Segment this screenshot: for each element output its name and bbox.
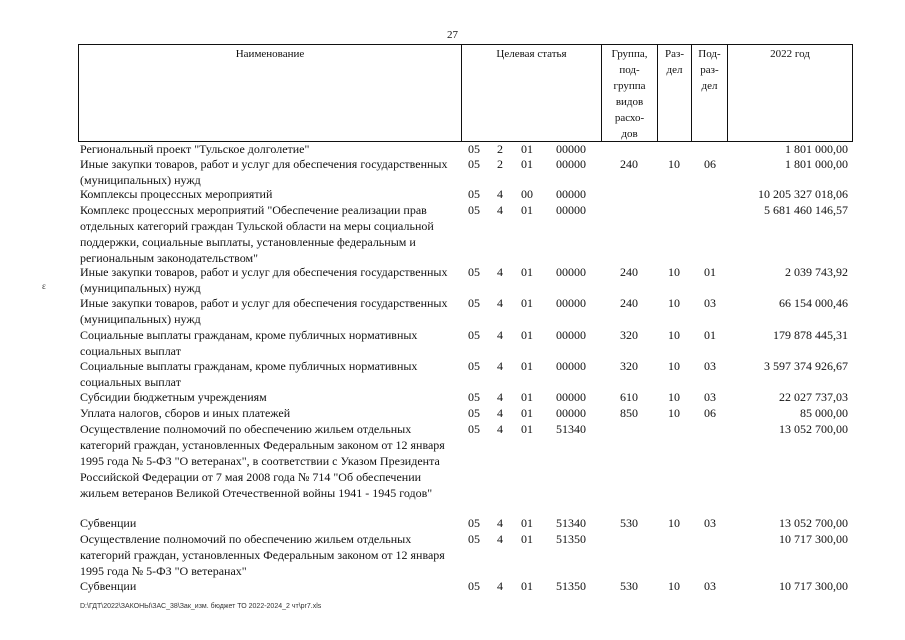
row-amount: 10 205 327 018,06 [758, 187, 848, 201]
row-name: Социальные выплаты гражданам, кроме публичных нормативных социальных выплат [80, 359, 418, 389]
row-code-4: 00000 [556, 390, 586, 404]
row-name: Социальные выплаты гражданам, кроме публичных нормативных социальных выплат [80, 328, 418, 358]
row-section: 10 [668, 265, 680, 279]
row-code-3: 01 [521, 406, 533, 420]
header-target-label: Целевая статья [496, 48, 567, 60]
row-code-1: 05 [468, 142, 480, 156]
row-code-1: 05 [468, 203, 480, 217]
row-name: Региональный проект "Тульское долголетие" [80, 142, 310, 156]
row-group: 240 [620, 265, 638, 279]
stray-mark: ε [42, 281, 46, 291]
row-code-4: 51350 [556, 532, 586, 546]
header-year [727, 45, 853, 141]
row-group: 850 [620, 406, 638, 420]
row-code-3: 01 [521, 390, 533, 404]
row-subsection: 03 [704, 359, 716, 373]
row-code-4: 00000 [556, 187, 586, 201]
row-amount: 13 052 700,00 [779, 422, 848, 436]
row-code-1: 05 [468, 359, 480, 373]
row-code-4: 00000 [556, 406, 586, 420]
header-section [657, 45, 691, 141]
row-code-3: 01 [521, 265, 533, 279]
row-name: Комплекс процессных мероприятий "Обеспечение реализации прав отдельных категорий граждан Тульской области на меры социальной поддержки, социальные выплаты, установленные федеральным и региональным законодательством" [80, 203, 434, 265]
row-amount: 10 717 300,00 [779, 579, 848, 593]
row-group: 240 [620, 157, 638, 171]
row-name: Субсидии бюджетным учреждениям [80, 390, 267, 404]
row-code-2: 4 [497, 359, 503, 373]
row-code-2: 4 [497, 406, 503, 420]
row-code-2: 4 [497, 203, 503, 217]
row-amount: 22 027 737,03 [779, 390, 848, 404]
row-amount: 1 801 000,00 [785, 157, 848, 171]
row-code-3: 01 [521, 142, 533, 156]
row-code-4: 00000 [556, 328, 586, 342]
row-amount: 10 717 300,00 [779, 532, 848, 546]
row-amount: 179 878 445,31 [773, 328, 848, 342]
row-code-3: 01 [521, 328, 533, 342]
row-amount: 66 154 000,46 [779, 296, 848, 310]
row-code-1: 05 [468, 390, 480, 404]
row-subsection: 03 [704, 390, 716, 404]
row-name: Уплата налогов, сборов и иных платежей [80, 406, 291, 420]
row-code-1: 05 [468, 265, 480, 279]
row-name: Субвенции [80, 579, 137, 593]
row-section: 10 [668, 516, 680, 530]
row-code-4: 51340 [556, 516, 586, 530]
header-name-label: Наименование [235, 48, 305, 60]
row-code-2: 4 [497, 422, 503, 436]
row-code-2: 4 [497, 296, 503, 310]
row-code-3: 01 [521, 157, 533, 171]
header-section-label: Раз- дел [664, 48, 684, 76]
header-subsection-label: Под- раз- дел [698, 48, 721, 92]
row-section: 10 [668, 390, 680, 404]
row-subsection: 03 [704, 579, 716, 593]
row-subsection: 06 [704, 406, 716, 420]
row-code-3: 01 [521, 532, 533, 546]
row-code-3: 01 [521, 516, 533, 530]
row-name: Иные закупки товаров, работ и услуг для обеспечения государственных (муниципальных) нужд [80, 157, 448, 187]
row-code-3: 01 [521, 296, 533, 310]
row-name: Комплексы процессных мероприятий [80, 187, 273, 201]
row-subsection: 06 [704, 157, 716, 171]
row-group: 240 [620, 296, 638, 310]
row-section: 10 [668, 157, 680, 171]
row-code-1: 05 [468, 422, 480, 436]
row-code-3: 01 [521, 579, 533, 593]
row-amount: 5 681 460 146,57 [764, 203, 848, 217]
row-amount: 2 039 743,92 [785, 265, 848, 279]
row-name: Иные закупки товаров, работ и услуг для обеспечения государственных (муниципальных) нужд [80, 296, 448, 326]
row-code-2: 2 [497, 142, 503, 156]
row-code-2: 4 [497, 187, 503, 201]
row-code-2: 2 [497, 157, 503, 171]
row-section: 10 [668, 579, 680, 593]
page-number: 27 [447, 29, 458, 41]
row-code-2: 4 [497, 579, 503, 593]
row-amount: 13 052 700,00 [779, 516, 848, 530]
row-code-4: 51340 [556, 422, 586, 436]
row-subsection: 03 [704, 296, 716, 310]
row-amount: 3 597 374 926,67 [764, 359, 848, 373]
header-subsection [691, 45, 727, 141]
row-code-4: 00000 [556, 157, 586, 171]
row-code-1: 05 [468, 296, 480, 310]
row-section: 10 [668, 328, 680, 342]
row-code-3: 01 [521, 359, 533, 373]
table-header [78, 44, 853, 142]
row-code-4: 00000 [556, 296, 586, 310]
header-name [78, 45, 461, 141]
row-section: 10 [668, 359, 680, 373]
row-code-2: 4 [497, 532, 503, 546]
row-group: 530 [620, 579, 638, 593]
row-amount: 85 000,00 [800, 406, 848, 420]
row-code-3: 00 [521, 187, 533, 201]
footer-file-path: D:\ГДТ\2022\ЗАКОНЫ\ЗАС_38\Зак_изм. бюджет ТО 2022-2024_2 чт\pr7.xls [80, 603, 322, 610]
row-subsection: 01 [704, 328, 716, 342]
row-code-1: 05 [468, 187, 480, 201]
row-name: Субвенции [80, 516, 137, 530]
header-year-label: 2022 год [770, 48, 810, 60]
row-code-2: 4 [497, 328, 503, 342]
row-code-2: 4 [497, 390, 503, 404]
row-amount: 1 801 000,00 [785, 142, 848, 156]
header-group [601, 45, 657, 141]
row-subsection: 03 [704, 516, 716, 530]
row-code-1: 05 [468, 157, 480, 171]
row-group: 320 [620, 359, 638, 373]
row-code-4: 51350 [556, 579, 586, 593]
row-section: 10 [668, 406, 680, 420]
row-section: 10 [668, 296, 680, 310]
header-group-label: Группа, под- группа видов расхо- дов [611, 48, 648, 140]
row-code-3: 01 [521, 422, 533, 436]
row-code-1: 05 [468, 406, 480, 420]
row-group: 320 [620, 328, 638, 342]
row-code-4: 00000 [556, 203, 586, 217]
row-code-1: 05 [468, 532, 480, 546]
row-name: Осуществление полномочий по обеспечению жильем отдельных категорий граждан, установленных Федеральным законом от 12 января 1995 года № 5-ФЗ "О ветеранах", в соответствии с Указом Президента Российской Федерации от 7 мая 2008 года № 714 "Об обеспечении жильем ветеранов Великой Отечественной войны 1941 - 1945 годов" [80, 422, 445, 500]
row-code-4: 00000 [556, 359, 586, 373]
row-code-1: 05 [468, 328, 480, 342]
row-group: 530 [620, 516, 638, 530]
row-name: Осуществление полномочий по обеспечению жильем отдельных категорий граждан, установленных Федеральным законом от 12 января 1995 года № 5-ФЗ "О ветеранах" [80, 532, 445, 578]
header-target [461, 45, 601, 141]
row-name: Иные закупки товаров, работ и услуг для обеспечения государственных (муниципальных) нужд [80, 265, 448, 295]
row-code-3: 01 [521, 203, 533, 217]
row-code-1: 05 [468, 516, 480, 530]
row-code-4: 00000 [556, 142, 586, 156]
row-code-2: 4 [497, 265, 503, 279]
row-code-1: 05 [468, 579, 480, 593]
row-group: 610 [620, 390, 638, 404]
row-code-4: 00000 [556, 265, 586, 279]
row-code-2: 4 [497, 516, 503, 530]
row-subsection: 01 [704, 265, 716, 279]
